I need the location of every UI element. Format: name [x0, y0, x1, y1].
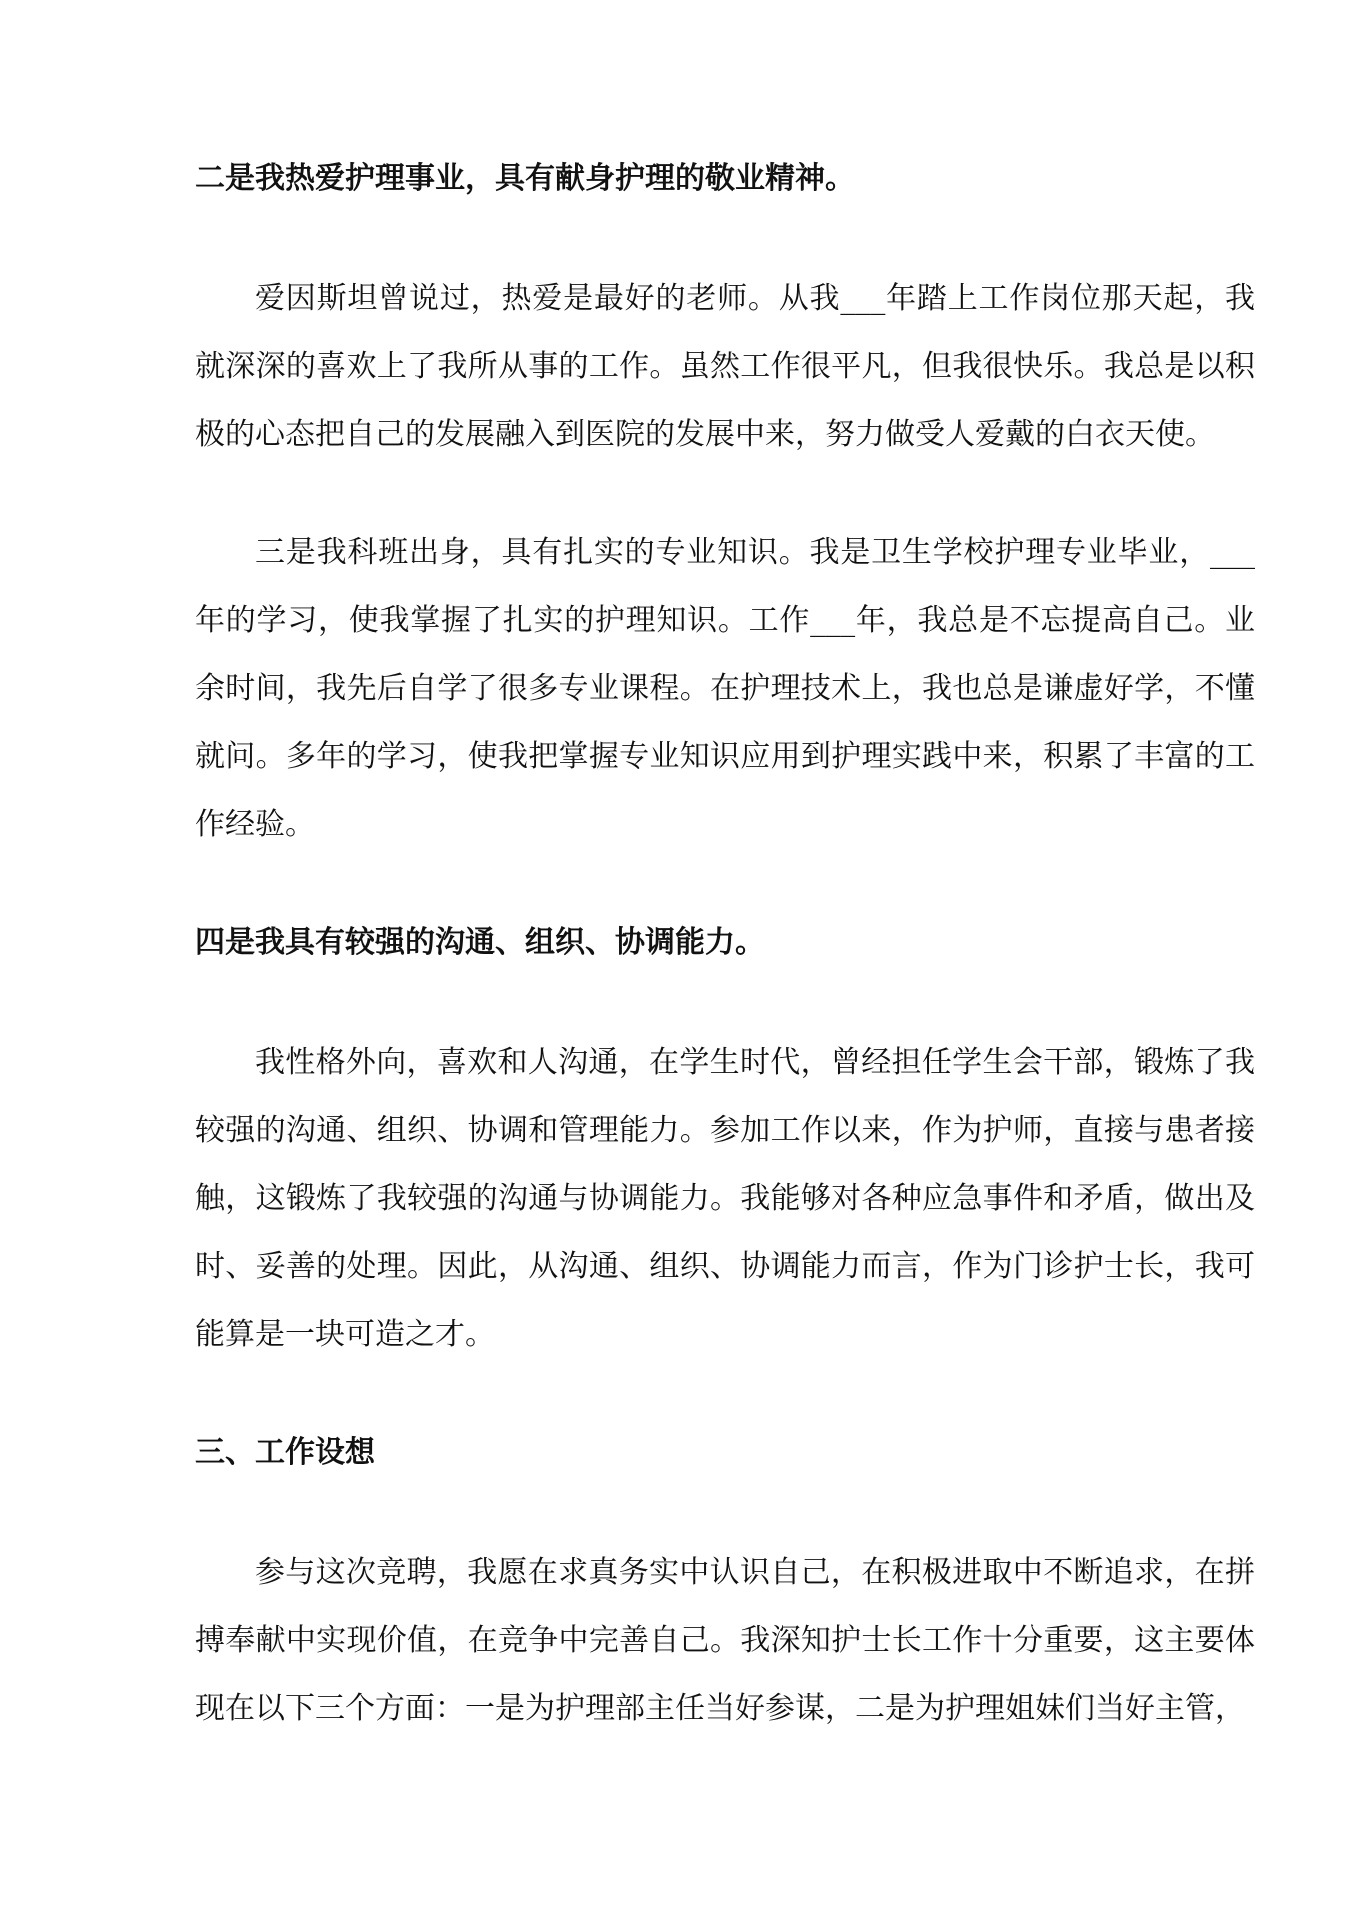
- section-heading: 三、工作设想: [195, 1435, 375, 1470]
- section-heading: 四是我具有较强的沟通、组织、协调能力。: [195, 925, 765, 960]
- document-body: [195, 145, 1255, 1743]
- body-paragraph: 三是我科班出身，具有扎实的专业知识。我是卫生学校护理专业毕业，___年的学习，使我掌握了扎实的护理知识。工作___年，我总是不忘提高自己。业余时间，我先后自学了很多专业课程。在护理技术上，我也总是谦虚好学，不懂就问。多年的学习，使我把掌握专业知识应用到护理实践中来，积累了丰富的工作经验。: [195, 535, 1255, 842]
- body-paragraph: 爱因斯坦曾说过，热爱是最好的老师。从我___年踏上工作岗位那天起，我就深深的喜欢上了我所从事的工作。虽然工作很平凡，但我很快乐。我总是以积极的心态把自己的发展融入到医院的发展中来，努力做受人爱戴的白衣天使。: [195, 281, 1255, 452]
- section-heading: 二是我热爱护理事业，具有献身护理的敬业精神。: [195, 161, 855, 196]
- body-paragraph: 参与这次竞聘，我愿在求真务实中认识自己，在积极进取中不断追求，在拼搏奉献中实现价值，在竞争中完善自己。我深知护士长工作十分重要，这主要体现在以下三个方面：一是为护理部主任当好参谋，二是为护理姐妹们当好主管，: [195, 1555, 1255, 1726]
- body-paragraph: 我性格外向，喜欢和人沟通，在学生时代，曾经担任学生会干部，锻炼了我较强的沟通、组织、协调和管理能力。参加工作以来，作为护师，直接与患者接触，这锻炼了我较强的沟通与协调能力。我能够对各种应急事件和矛盾，做出及时、妥善的处理。因此，从沟通、组织、协调能力而言，作为门诊护士长，我可能算是一块可造之才。: [195, 1045, 1255, 1352]
